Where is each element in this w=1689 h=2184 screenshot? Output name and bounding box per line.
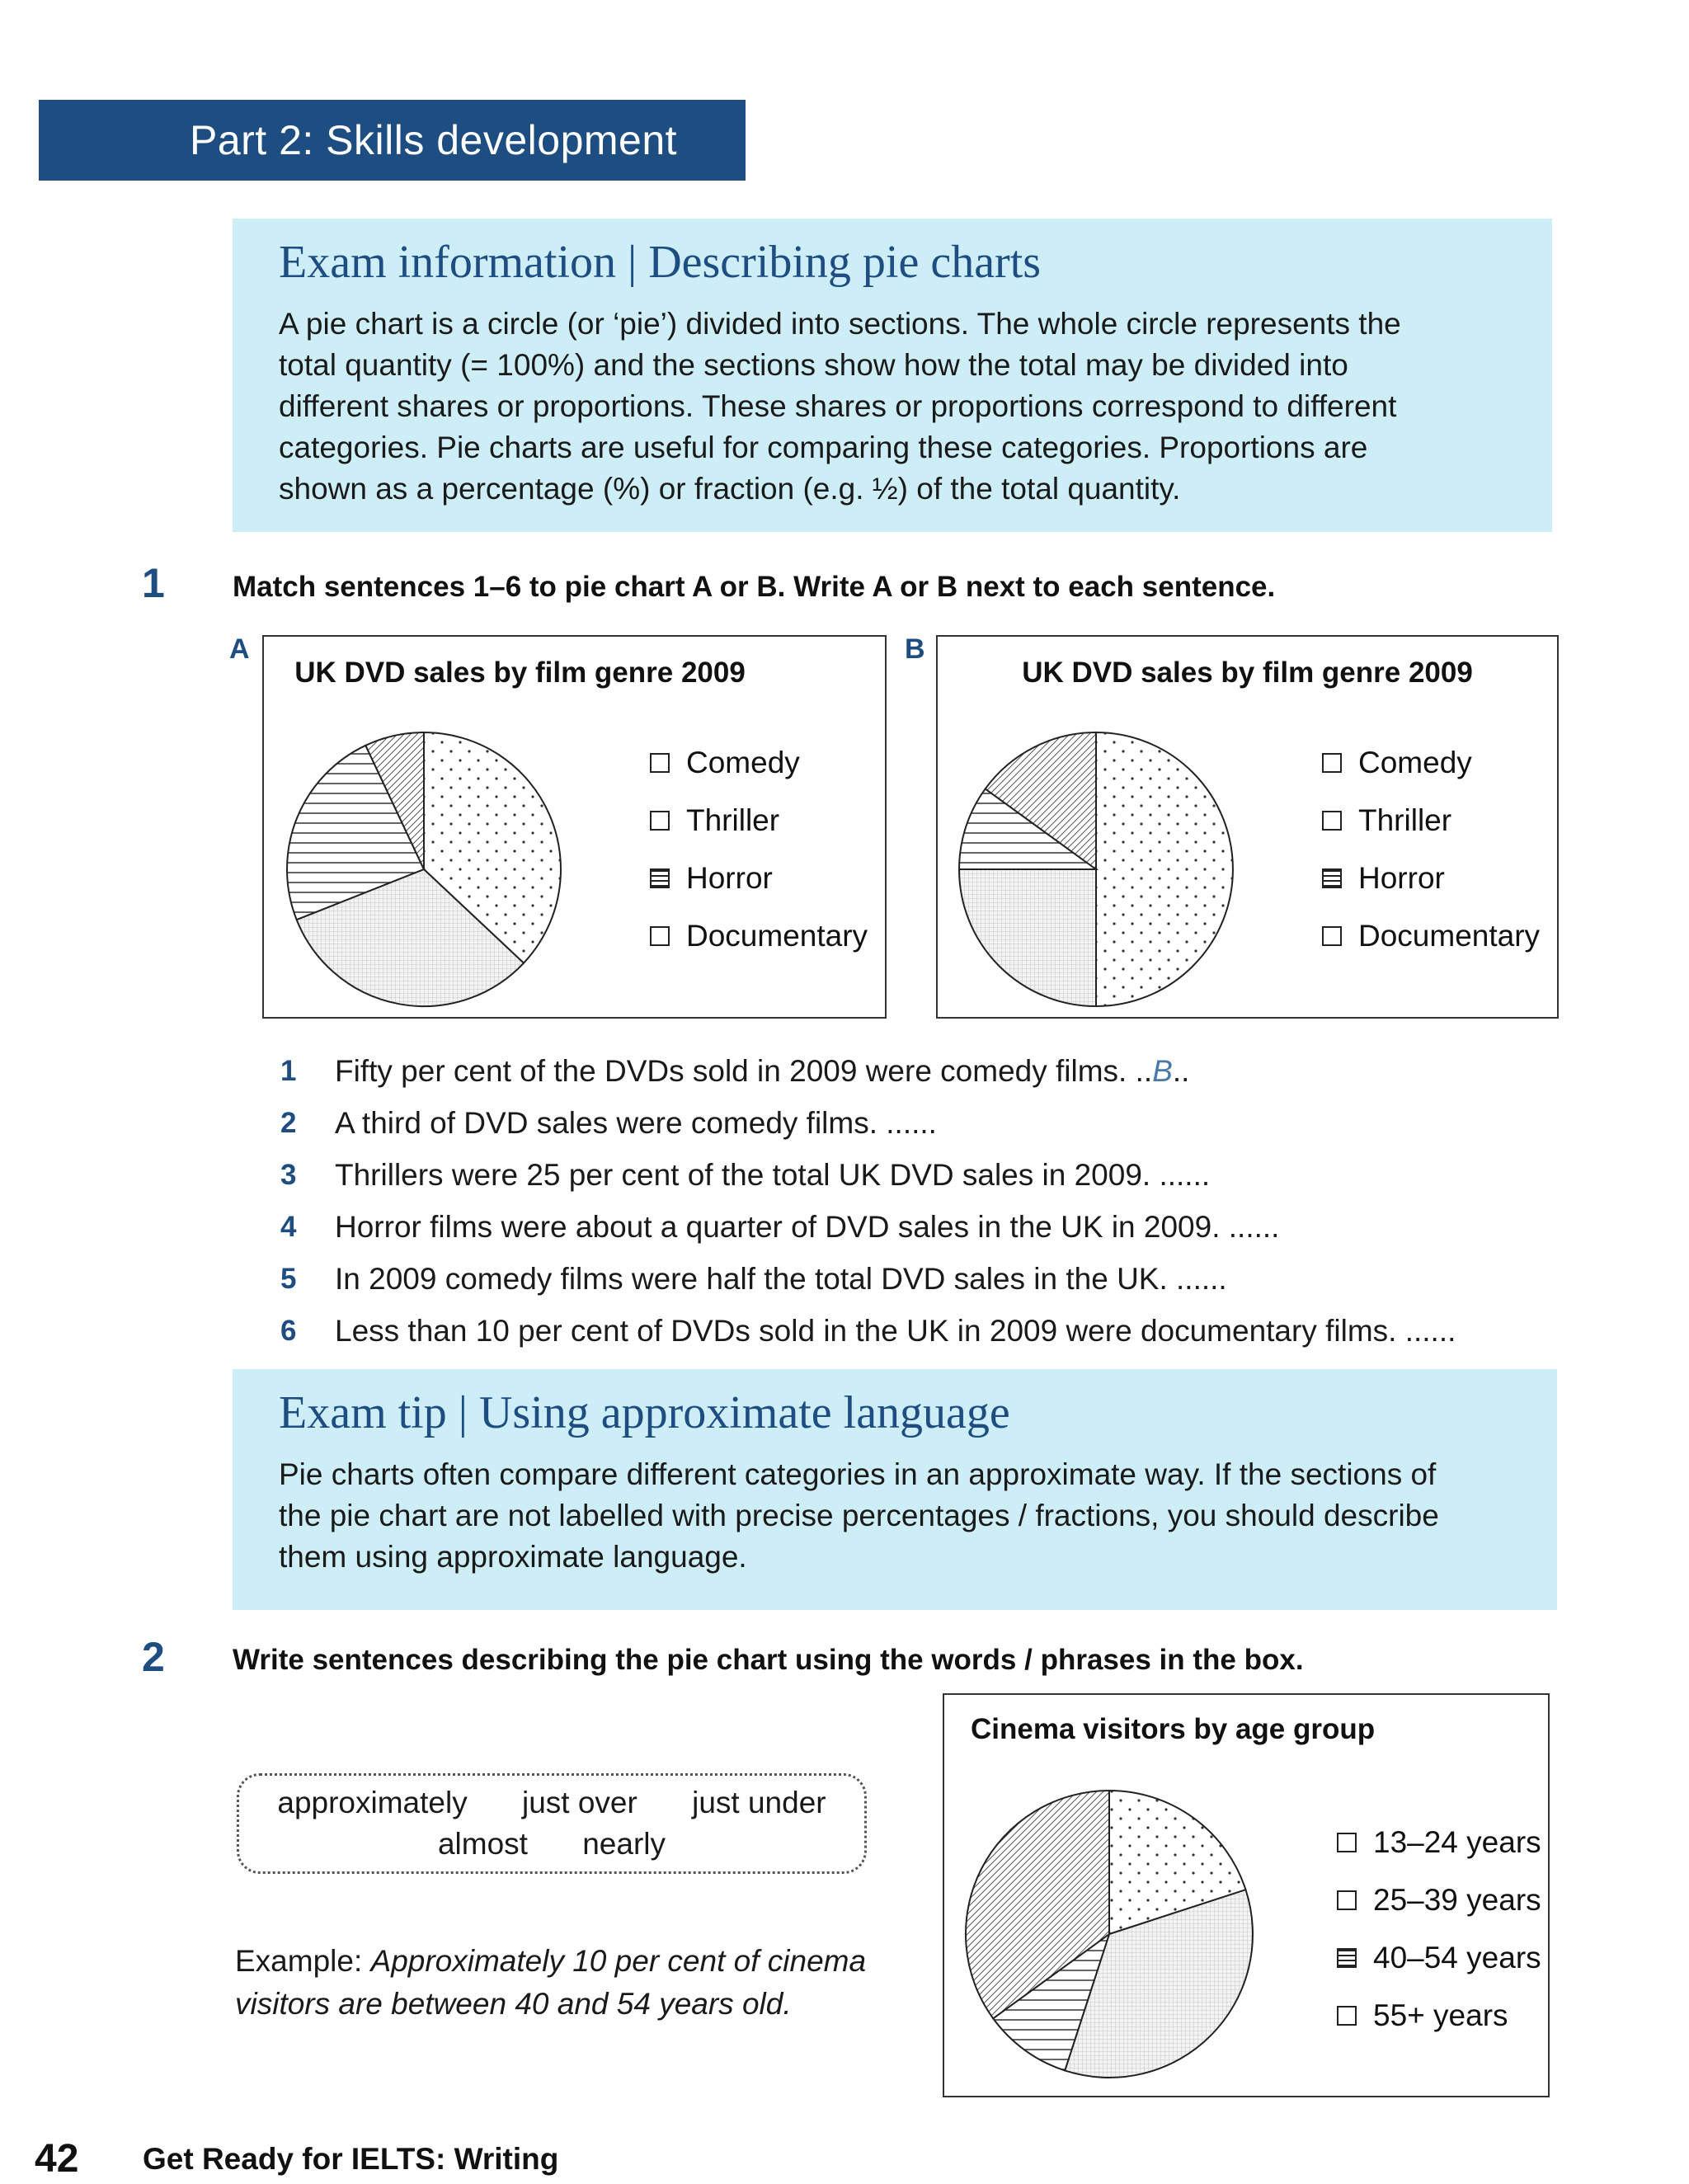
exam-info-box (233, 219, 1552, 532)
chart-a-pie (284, 729, 564, 1010)
legend-label: Comedy (686, 746, 800, 779)
legend-swatch (1337, 2006, 1357, 2026)
question-2-instruction: Write sentences describing the pie chart using the words / phrases in the box. (233, 1644, 1304, 1676)
answer-handwriting: B (1152, 1054, 1173, 1088)
pie-slice-thriller (959, 869, 1096, 1006)
legend-swatch (650, 868, 670, 888)
question-2-number: 2 (142, 1634, 165, 1680)
legend-item (650, 850, 868, 907)
legend-item (1337, 1929, 1541, 1987)
sentence-number: 6 (280, 1315, 297, 1347)
example (235, 1940, 866, 2026)
legend-swatch (650, 811, 670, 831)
exam-tip-line: them using approximate language. (279, 1540, 747, 1574)
legend-label: 25–39 years (1373, 1883, 1541, 1917)
legend-item (1322, 907, 1540, 965)
example-line-2: visitors are between 40 and 54 years old. (235, 1987, 792, 2021)
sentence-1 (280, 1049, 1189, 1094)
chart-cinema-pie (962, 1787, 1256, 2081)
legend-swatch (1322, 811, 1342, 831)
word: just over (522, 1786, 637, 1819)
legend-swatch (1322, 753, 1342, 773)
sentence-text: Thrillers were 25 per cent of the total UK DVD sales in 2009. ...... (335, 1158, 1211, 1192)
exam-tip-line: the pie chart are not labelled with precise percentages / fractions, you should describe (279, 1499, 1439, 1533)
legend-swatch (1322, 926, 1342, 946)
legend-swatch (650, 753, 670, 773)
word-box (237, 1773, 867, 1874)
exam-info-line: categories. Pie charts are useful for comparing these categories. Proportions are (279, 431, 1368, 465)
chart-a-letter: A (229, 633, 250, 665)
chart-b-legend (1322, 734, 1540, 965)
legend-item (650, 907, 868, 965)
exam-info-title: Exam information | Describing pie charts (279, 237, 1042, 288)
sentence-number: 1 (280, 1055, 297, 1087)
sentence-3 (280, 1153, 1210, 1198)
legend-swatch (1322, 868, 1342, 888)
sentence-number: 2 (280, 1107, 297, 1139)
sentence-text: In 2009 comedy films were half the total DVD sales in the UK. ...... (335, 1262, 1227, 1296)
sentence-text: Less than 10 per cent of DVDs sold in the UK in 2009 were documentary films. ...... (335, 1314, 1456, 1348)
legend-item (1322, 792, 1540, 850)
exam-info-line: A pie chart is a circle (or ‘pie’) divided into sections. The whole circle represents the (279, 307, 1401, 341)
legend-item (650, 734, 868, 792)
legend-item (1337, 1987, 1541, 2045)
section-title: Part 2: Skills development (190, 117, 678, 163)
chart-b (936, 635, 1559, 1019)
legend-label: Thriller (1358, 803, 1452, 837)
sentence-text: A third of DVD sales were comedy films. ...... (335, 1106, 937, 1140)
chart-b-letter: B (905, 633, 925, 665)
legend-label: Thriller (686, 803, 780, 837)
page-number: 42 (35, 2137, 79, 2181)
legend-label: 55+ years (1373, 1998, 1508, 2032)
chart-cinema-legend (1337, 1814, 1541, 2045)
word-row (239, 1782, 864, 1824)
legend-label: Horror (686, 861, 773, 895)
legend-label: Horror (1358, 861, 1445, 895)
sentence-text: Fifty per cent of the DVDs sold in 2009 were comedy films. .. (335, 1054, 1153, 1088)
chart-cinema (943, 1693, 1550, 2097)
legend-item (1322, 850, 1540, 907)
question-1-instruction: Match sentences 1–6 to pie chart A or B. Write A or B next to each sentence. (233, 571, 1276, 603)
legend-swatch (650, 926, 670, 946)
exam-info-line: shown as a percentage (%) or fraction (e.g. ½) of the total quantity. (279, 472, 1181, 506)
chart-a (262, 635, 887, 1019)
chart-a-title: UK DVD sales by film genre 2009 (294, 657, 746, 689)
word: just under (692, 1786, 826, 1819)
sentence-2 (280, 1101, 937, 1146)
sentence-dots: .. (1172, 1054, 1190, 1088)
word: almost (437, 1827, 528, 1861)
section-banner (39, 100, 746, 181)
exam-info-line: different shares or proportions. These shares or proportions correspond to different (279, 389, 1397, 424)
legend-swatch (1337, 1948, 1357, 1968)
exam-tip-line: Pie charts often compare different categories in an approximate way. If the sections of (279, 1457, 1437, 1492)
sentence-4 (280, 1205, 1279, 1250)
legend-item (650, 792, 868, 850)
sentence-text: Horror films were about a quarter of DVD sales in the UK in 2009. ...... (335, 1210, 1280, 1244)
chart-b-pie (956, 729, 1236, 1010)
exam-tip-text (279, 1454, 1511, 1578)
exam-info-line: total quantity (= 100%) and the sections show how the total may be divided into (279, 348, 1348, 383)
sentence-number: 5 (280, 1263, 297, 1295)
legend-label: Documentary (1358, 919, 1541, 953)
legend-label: Documentary (686, 919, 868, 953)
chart-cinema-title: Cinema visitors by age group (971, 1713, 1376, 1745)
exam-info-text (279, 304, 1506, 510)
example-label: Example: (235, 1944, 371, 1978)
word: approximately (277, 1786, 468, 1819)
sentence-number: 3 (280, 1159, 297, 1191)
example-line-1 (235, 1940, 866, 1983)
exam-tip-box (233, 1369, 1557, 1610)
legend-label: 40–54 years (1373, 1941, 1541, 1975)
sentence-6 (280, 1309, 1456, 1353)
legend-swatch (1337, 1890, 1357, 1910)
legend-item (1322, 734, 1540, 792)
example-text: Approximately 10 per cent of cinema (370, 1944, 867, 1978)
word: nearly (582, 1827, 666, 1861)
legend-item (1337, 1814, 1541, 1871)
chart-b-title: UK DVD sales by film genre 2009 (1022, 657, 1473, 689)
legend-label: Comedy (1358, 746, 1472, 779)
chart-a-legend (650, 734, 868, 965)
sentence-number: 4 (280, 1211, 297, 1243)
legend-swatch (1337, 1833, 1357, 1852)
sentence-5 (280, 1257, 1227, 1301)
pie-slice-comedy (1096, 732, 1233, 1006)
question-1-number: 1 (142, 560, 165, 606)
book-title: Get Ready for IELTS: Writing (143, 2142, 559, 2176)
legend-item (1337, 1871, 1541, 1929)
word-row (239, 1824, 864, 1865)
legend-label: 13–24 years (1373, 1825, 1541, 1859)
exam-tip-title: Exam tip | Using approximate language (279, 1387, 1010, 1438)
